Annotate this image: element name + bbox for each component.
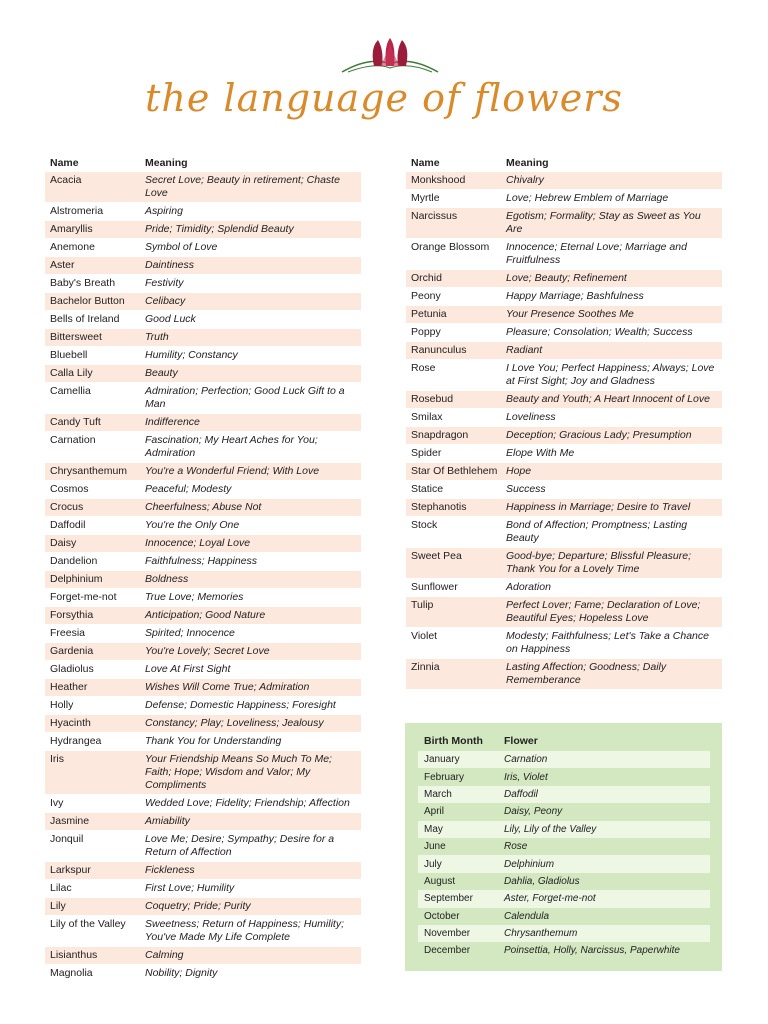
flower-meaning: Pride; Timidity; Splendid Beauty bbox=[145, 223, 294, 235]
flower-meaning: Truth bbox=[145, 331, 169, 343]
page-title: the language of flowers bbox=[145, 76, 623, 120]
flower-meaning: Symbol of Love bbox=[145, 241, 218, 253]
birth-flower: Daffodil bbox=[504, 788, 538, 800]
flower-name: Calla Lily bbox=[50, 367, 93, 379]
flower-meaning: Lasting Affection; Goodness; Daily Rememberance bbox=[506, 661, 667, 686]
flower-name: Snapdragon bbox=[411, 429, 469, 441]
flower-name: Stephanotis bbox=[411, 501, 467, 513]
birth-flower: Lily, Lily of the Valley bbox=[504, 823, 597, 835]
flower-name: Statice bbox=[411, 483, 444, 495]
flower-name: Camellia bbox=[50, 385, 91, 397]
flower-meaning: Beauty and Youth; A Heart Innocent of Love bbox=[506, 393, 710, 405]
flower-name: Aster bbox=[50, 259, 75, 271]
table-row bbox=[406, 360, 722, 391]
flower-meaning: Amiability bbox=[145, 815, 190, 827]
birth-month: May bbox=[424, 823, 443, 835]
flower-name: Daffodil bbox=[50, 519, 86, 531]
flower-meaning: Wedded Love; Fidelity; Friendship; Affection bbox=[145, 797, 350, 809]
flower-name: Forget-me-not bbox=[50, 591, 117, 603]
flower-meaning: Chivalry bbox=[506, 174, 544, 186]
birth-month: August bbox=[424, 875, 456, 887]
flower-meaning: Radiant bbox=[506, 344, 543, 356]
birth-month: September bbox=[424, 893, 473, 905]
flower-name: Smilax bbox=[411, 411, 443, 423]
birth-month: October bbox=[424, 910, 460, 922]
birth-flower: Dahlia, Gladiolus bbox=[504, 875, 580, 887]
flower-name: Lisianthus bbox=[50, 949, 98, 961]
flower-meaning: Coquetry; Pride; Purity bbox=[145, 900, 251, 912]
birth-flower: Calendula bbox=[504, 910, 550, 922]
table-row bbox=[45, 463, 361, 481]
flower-name: Daisy bbox=[50, 537, 77, 549]
table-row bbox=[45, 679, 361, 697]
flower-meaning: Pleasure; Consolation; Wealth; Success bbox=[506, 326, 693, 338]
flower-meaning: Beauty bbox=[145, 367, 178, 379]
flower-name: Dandelion bbox=[50, 555, 98, 567]
birth-month: July bbox=[424, 858, 442, 870]
flower-meaning: Hope bbox=[506, 465, 532, 477]
birth-month-row bbox=[418, 942, 710, 959]
table-row bbox=[45, 329, 361, 347]
flower-name: Alstromeria bbox=[50, 205, 104, 217]
flower-meaning: Your Presence Soothes Me bbox=[506, 308, 634, 320]
birth-flower: Daisy, Peony bbox=[504, 806, 563, 818]
table-row bbox=[45, 203, 361, 221]
table-row bbox=[45, 751, 361, 795]
flower-name: Monkshood bbox=[411, 174, 466, 186]
table-row bbox=[406, 659, 722, 690]
table-body bbox=[406, 172, 722, 690]
table-row bbox=[45, 347, 361, 365]
flower-meaning: Faithfulness; Happiness bbox=[145, 555, 258, 567]
flower-meaning: You're a Wonderful Friend; With Love bbox=[145, 465, 320, 477]
flower-meaning: Adoration bbox=[506, 581, 551, 593]
table-row bbox=[406, 239, 722, 270]
flower-meaning: Spirited; Innocence bbox=[145, 627, 235, 639]
flower-meaning: Admiration; Perfection; Good Luck Gift to a Man bbox=[145, 385, 345, 410]
flower-name: Orchid bbox=[411, 272, 442, 284]
flower-name: Candy Tuft bbox=[50, 416, 101, 428]
flower-meaning: Fascination; My Heart Aches for You; Admiration bbox=[145, 434, 318, 459]
flower-name: Peony bbox=[411, 290, 441, 302]
table-row bbox=[406, 190, 722, 208]
flower-name: Sunflower bbox=[411, 581, 458, 593]
table-row bbox=[45, 697, 361, 715]
flower-name: Amaryllis bbox=[50, 223, 93, 235]
birth-flower: Rose bbox=[504, 841, 528, 853]
flower-name: Lily of the Valley bbox=[50, 918, 126, 930]
flower-name: Lilac bbox=[50, 882, 72, 894]
table-row bbox=[406, 628, 722, 659]
table-row bbox=[45, 916, 361, 947]
flower-name: Anemone bbox=[50, 241, 95, 253]
flower-name: Iris bbox=[50, 753, 64, 765]
flower-meaning: Good Luck bbox=[145, 313, 196, 325]
birth-flower: Carnation bbox=[504, 754, 548, 766]
flower-meaning: Elope With Me bbox=[506, 447, 575, 459]
table-row bbox=[45, 535, 361, 553]
flower-meaning: Nobility; Dignity bbox=[145, 967, 218, 979]
flower-meaning: Festivity bbox=[145, 277, 184, 289]
table-header bbox=[45, 155, 361, 172]
flower-name: Ivy bbox=[50, 797, 64, 809]
birth-month-row bbox=[418, 873, 710, 890]
table-row bbox=[406, 172, 722, 190]
flower-name: Bittersweet bbox=[50, 331, 102, 343]
flower-name: Tulip bbox=[411, 599, 434, 611]
flower-name: Bells of Ireland bbox=[50, 313, 120, 325]
flower-name: Stock bbox=[411, 519, 438, 531]
birth-month-row bbox=[418, 803, 710, 820]
flower-meaning: Cheerfulness; Abuse Not bbox=[145, 501, 262, 513]
birth-month: June bbox=[424, 841, 446, 853]
flower-name: Myrtle bbox=[411, 192, 440, 204]
table-row bbox=[45, 275, 361, 293]
birth-flower: Poinsettia, Holly, Narcissus, Paperwhite bbox=[504, 945, 680, 957]
flower-meaning: Aspiring bbox=[145, 205, 183, 217]
flower-meaning: Celibacy bbox=[145, 295, 186, 307]
flower-name: Petunia bbox=[411, 308, 447, 320]
flower-name: Gladiolus bbox=[50, 663, 94, 675]
meaning-column-header: Meaning bbox=[506, 157, 549, 169]
table-row bbox=[45, 221, 361, 239]
flower-name: Forsythia bbox=[50, 609, 94, 621]
flower-name: Spider bbox=[411, 447, 442, 459]
flower-meaning: Fickleness bbox=[145, 864, 195, 876]
flower-name: Larkspur bbox=[50, 864, 91, 876]
birth-month-row bbox=[418, 751, 710, 768]
birth-month: November bbox=[424, 928, 471, 940]
flower-name: Gardenia bbox=[50, 645, 94, 657]
table-row bbox=[45, 499, 361, 517]
flower-meaning: Thank You for Understanding bbox=[145, 735, 282, 747]
flower-meaning: You're the Only One bbox=[145, 519, 240, 531]
table-row bbox=[45, 715, 361, 733]
table-row bbox=[45, 257, 361, 275]
flower-name: Holly bbox=[50, 699, 74, 711]
table-row bbox=[406, 499, 722, 517]
birth-month-row bbox=[418, 838, 710, 855]
table-row bbox=[406, 342, 722, 360]
table-row bbox=[45, 813, 361, 831]
table-row bbox=[45, 733, 361, 751]
flower-name: Bachelor Button bbox=[50, 295, 125, 307]
flower-meaning: Innocence; Eternal Love; Marriage and Fruitfulness bbox=[506, 241, 687, 266]
flower-meaning: Happy Marriage; Bashfulness bbox=[506, 290, 644, 302]
flower-name: Baby's Breath bbox=[50, 277, 116, 289]
flower-name: Sweet Pea bbox=[411, 550, 462, 562]
table-row bbox=[45, 172, 361, 203]
flower-name: Magnolia bbox=[50, 967, 93, 979]
flower-meaning: Success bbox=[506, 483, 546, 495]
flower-meaning: Boldness bbox=[145, 573, 189, 585]
flower-meaning: Happiness in Marriage; Desire to Travel bbox=[506, 501, 691, 513]
flower-meaning: Peaceful; Modesty bbox=[145, 483, 232, 495]
table-row bbox=[45, 831, 361, 862]
table-row bbox=[406, 427, 722, 445]
flower-name: Acacia bbox=[50, 174, 82, 186]
flower-name: Chrysanthemum bbox=[50, 465, 128, 477]
flower-meaning: Humility; Constancy bbox=[145, 349, 238, 361]
table-row bbox=[406, 481, 722, 499]
table-row bbox=[406, 597, 722, 628]
flower-meaning: Anticipation; Good Nature bbox=[145, 609, 266, 621]
flower-name: Freesia bbox=[50, 627, 86, 639]
table-row bbox=[45, 365, 361, 383]
flower-meaning: Egotism; Formality; Stay as Sweet as You Are bbox=[506, 210, 701, 235]
flower-name: Poppy bbox=[411, 326, 441, 338]
birth-month-row bbox=[418, 890, 710, 907]
table-row bbox=[45, 311, 361, 329]
flower-name: Lily bbox=[50, 900, 66, 912]
flower-name: Orange Blossom bbox=[411, 241, 490, 253]
flower-meaning: Sweetness; Return of Happiness; Humility; You've Made My Life Complete bbox=[145, 918, 345, 943]
table-row bbox=[45, 880, 361, 898]
flower-name: Delphinium bbox=[50, 573, 103, 585]
flower-name: Narcissus bbox=[411, 210, 458, 222]
flower-name: Carnation bbox=[50, 434, 96, 446]
birth-month-row bbox=[418, 821, 710, 838]
flower-meaning-table-left bbox=[45, 155, 361, 983]
birth-month: December bbox=[424, 945, 471, 957]
flower-meaning: Good-bye; Departure; Blissful Pleasure; Thank You for a Lovely Time bbox=[506, 550, 692, 575]
flower-name: Star Of Bethlehem bbox=[411, 465, 498, 477]
flower-meaning: Love Me; Desire; Sympathy; Desire for a Return of Affection bbox=[145, 833, 335, 858]
flower-meaning: Deception; Gracious Lady; Presumption bbox=[506, 429, 692, 441]
flower-meaning: I Love You; Perfect Happiness; Always; Love at First Sight; Joy and Gladness bbox=[506, 362, 715, 387]
flower-name: Jasmine bbox=[50, 815, 90, 827]
flower-meaning-table-right bbox=[406, 155, 722, 690]
birth-month-column-header: Birth Month bbox=[424, 735, 483, 747]
flower-meaning: Love; Beauty; Refinement bbox=[506, 272, 627, 284]
birth-flower: Delphinium bbox=[504, 858, 555, 870]
birth-month-flower-box bbox=[405, 723, 722, 971]
table-row bbox=[45, 625, 361, 643]
table-row bbox=[406, 445, 722, 463]
table-row bbox=[45, 898, 361, 916]
flower-name: Bluebell bbox=[50, 349, 88, 361]
flower-name: Crocus bbox=[50, 501, 84, 513]
flower-meaning: Innocence; Loyal Love bbox=[145, 537, 251, 549]
table-row bbox=[406, 288, 722, 306]
table-row bbox=[45, 947, 361, 965]
flower-name: Ranunculus bbox=[411, 344, 467, 356]
flower-meaning: Bond of Affection; Promptness; Lasting Beauty bbox=[506, 519, 688, 544]
flower-meaning: Indifference bbox=[145, 416, 200, 428]
table-row bbox=[45, 239, 361, 257]
birth-month: February bbox=[424, 771, 465, 783]
flower-meaning: Constancy; Play; Loveliness; Jealousy bbox=[145, 717, 324, 729]
table-row bbox=[406, 391, 722, 409]
table-header bbox=[406, 155, 722, 172]
birth-month-header bbox=[418, 731, 710, 751]
table-row bbox=[406, 517, 722, 548]
tulip-logo-icon bbox=[340, 36, 440, 76]
table-row bbox=[45, 589, 361, 607]
flower-meaning: Perfect Lover; Fame; Declaration of Love; Beautiful Eyes; Hopeless Love bbox=[506, 599, 701, 624]
flower-name: Hydrangea bbox=[50, 735, 102, 747]
flower-meaning: First Love; Humility bbox=[145, 882, 235, 894]
table-row bbox=[45, 795, 361, 813]
table-row bbox=[45, 293, 361, 311]
flower-meaning: Defense; Domestic Happiness; Foresight bbox=[145, 699, 336, 711]
flower-name: Rose bbox=[411, 362, 436, 374]
name-column-header: Name bbox=[411, 157, 440, 169]
flower-meaning: Love At First Sight bbox=[145, 663, 231, 675]
table-row bbox=[406, 270, 722, 288]
table-row bbox=[45, 862, 361, 880]
flower-meaning: Wishes Will Come True; Admiration bbox=[145, 681, 310, 693]
name-column-header: Name bbox=[50, 157, 79, 169]
table-row bbox=[45, 517, 361, 535]
flower-meaning: Love; Hebrew Emblem of Marriage bbox=[506, 192, 669, 204]
flower-name: Zinnia bbox=[411, 661, 440, 673]
flower-name: Cosmos bbox=[50, 483, 89, 495]
flower-meaning: Loveliness bbox=[506, 411, 556, 423]
flower-meaning: True Love; Memories bbox=[145, 591, 244, 603]
flower-meaning: Modesty; Faithfulness; Let's Take a Chance on Happiness bbox=[506, 630, 709, 655]
table-row bbox=[45, 553, 361, 571]
flower-name: Hyacinth bbox=[50, 717, 91, 729]
table-row bbox=[406, 548, 722, 579]
flower-meaning: You're Lovely; Secret Love bbox=[145, 645, 270, 657]
birth-month-row bbox=[418, 786, 710, 803]
birth-flower: Aster, Forget-me-not bbox=[504, 893, 596, 905]
table-row bbox=[45, 383, 361, 414]
table-body bbox=[45, 172, 361, 983]
flower-meaning: Secret Love; Beauty in retirement; Chaste Love bbox=[145, 174, 340, 199]
table-row bbox=[45, 481, 361, 499]
flower-meaning: Calming bbox=[145, 949, 184, 961]
flower-name: Rosebud bbox=[411, 393, 454, 405]
birth-month-row bbox=[418, 908, 710, 925]
table-row bbox=[45, 432, 361, 463]
flower-column-header: Flower bbox=[504, 735, 538, 747]
birth-month-row bbox=[418, 768, 710, 785]
table-row bbox=[406, 324, 722, 342]
table-row bbox=[406, 463, 722, 481]
birth-month: March bbox=[424, 788, 452, 800]
table-row bbox=[406, 208, 722, 239]
flower-meaning: Your Friendship Means So Much To Me; Faith; Hope; Wisdom and Valor; My Compliments bbox=[145, 753, 332, 791]
table-row bbox=[45, 607, 361, 625]
table-row bbox=[45, 571, 361, 589]
meaning-column-header: Meaning bbox=[145, 157, 188, 169]
table-row bbox=[45, 661, 361, 679]
birth-month-row bbox=[418, 855, 710, 872]
flower-name: Heather bbox=[50, 681, 88, 693]
birth-flower: Chrysanthemum bbox=[504, 928, 578, 940]
table-row bbox=[45, 965, 361, 983]
table-row bbox=[406, 306, 722, 324]
birth-month: January bbox=[424, 754, 460, 766]
table-row bbox=[406, 409, 722, 427]
birth-month: April bbox=[424, 806, 445, 818]
flower-name: Violet bbox=[411, 630, 438, 642]
birth-month-row bbox=[418, 925, 710, 942]
flower-name: Jonquil bbox=[50, 833, 84, 845]
flower-meaning: Daintiness bbox=[145, 259, 195, 271]
birth-month-body bbox=[418, 751, 710, 960]
birth-flower: Iris, Violet bbox=[504, 771, 548, 783]
table-row bbox=[45, 643, 361, 661]
table-row bbox=[406, 579, 722, 597]
table-row bbox=[45, 414, 361, 432]
